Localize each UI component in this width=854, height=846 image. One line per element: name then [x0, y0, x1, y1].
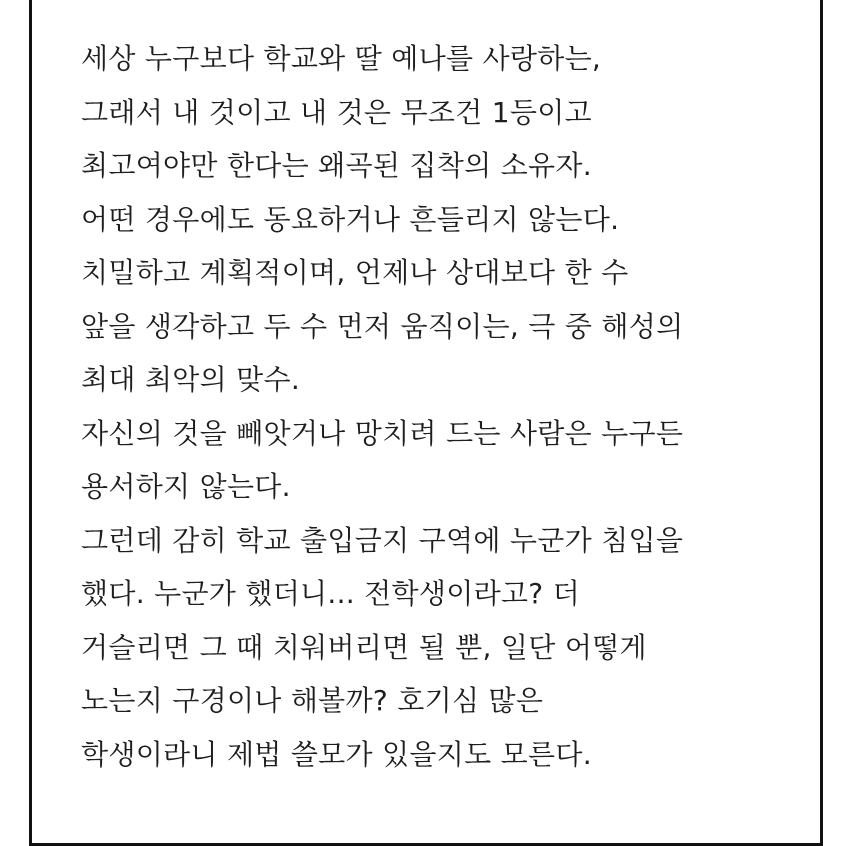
text-line: 최대 최악의 맞수. — [81, 363, 301, 396]
text-line: 어떤 경우에도 동요하거나 흔들리지 않는다. — [81, 202, 620, 236]
character-description — [81, 32, 781, 781]
text-line: 그래서 내 것이고 내 것은 무조건 1등이고 — [81, 95, 592, 129]
text-line: 했다. 누군가 했더니... 전학생이라고? 더 — [81, 577, 580, 610]
text-line: 그런데 감히 학교 출입금지 구역에 누군가 침입을 — [81, 523, 684, 557]
text-line: 세상 누구보다 학교와 딸 예나를 사랑하는, — [81, 42, 602, 75]
text-line: 최고여야만 한다는 왜곡된 집착의 소유자. — [81, 149, 592, 182]
text-line: 용서하지 않는다. — [81, 470, 291, 503]
text-line: 학생이라니 제법 쓸모가 있을지도 모른다. — [81, 737, 592, 771]
text-line: 자신의 것을 빼앗거나 망치려 드는 사람은 누구든 — [81, 416, 684, 450]
text-line: 앞을 생각하고 두 수 먼저 움직이는, 극 중 해성의 — [81, 309, 684, 343]
text-line: 거슬리면 그 때 치워버리면 될 뿐, 일단 어떻게 — [81, 630, 647, 664]
text-line: 치밀하고 계획적이며, 언제나 상대보다 한 수 — [81, 256, 629, 289]
text-line: 노는지 구경이나 해볼까? 호기심 많은 — [81, 684, 544, 717]
